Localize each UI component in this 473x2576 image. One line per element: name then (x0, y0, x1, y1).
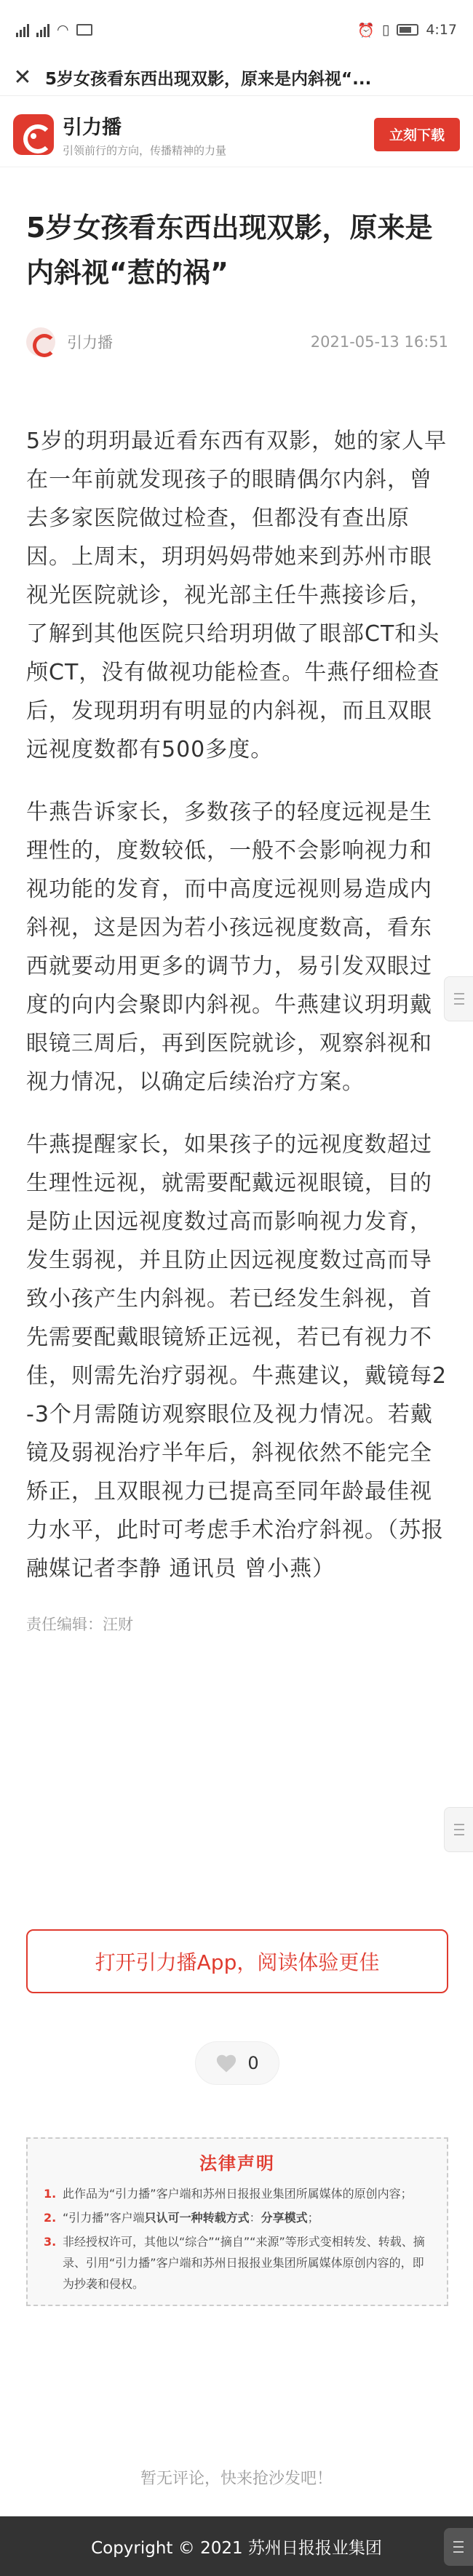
status-time: 4:17 (426, 22, 457, 38)
legal-item (44, 2183, 431, 2204)
legal-text-part: ； (307, 2211, 319, 2225)
signal-icon (16, 23, 29, 37)
legal-item-text: 非经授权许可，其他以“综合”“摘自”“来源”等形式变相转发、转载、摘录、引用“引力播”客户端和苏州日报报业集团所属媒体原创内容的，即为抄袭和侵权。 (63, 2235, 425, 2291)
app-logo-icon (13, 114, 54, 155)
legal-text-part: “引力播”客户端 (63, 2211, 145, 2225)
author-name: 引力播 (67, 334, 113, 351)
author-avatar (26, 327, 55, 356)
no-comments-text: 暂无评论，快来抢沙发吧！ (140, 2470, 333, 2488)
footer (0, 2516, 473, 2576)
open-app-button[interactable]: 打开引力播App，阅读体验更佳 (26, 1929, 448, 1993)
nav-bar (0, 60, 473, 96)
paragraph: 5岁的玥玥最近看东西有双影，她的家人早在一年前就发现孩子的眼睛偶尔内斜，曾去多家医院做过检查，但都没有查出原因。上周末，玥玥妈妈带她来到苏州市眼视光医院就诊，视光部主任牛燕接诊后，了解到其他医院只给玥玥做了眼部CT和头颅CT，没有做视功能检查。牛燕仔细检查后，发现玥玥有明显的内斜视，而且双眼远视度数都有500多度。 (26, 428, 448, 762)
app-download-banner (0, 102, 473, 167)
article-meta (26, 326, 448, 358)
notification-icon (76, 24, 92, 36)
legal-item-text: 此作品为“引力播”客户端和苏州日报报业集团所属媒体的原创内容； (63, 2187, 413, 2201)
legal-notice (26, 2137, 448, 2306)
alarm-icon: ⏰ (357, 22, 375, 39)
like-button[interactable] (195, 2041, 279, 2085)
brand-block (63, 111, 226, 158)
like-count: 0 (247, 2053, 259, 2073)
article-body (26, 422, 448, 1588)
brand-name: 引力播 (63, 116, 122, 139)
legal-item-number: 3. (44, 2235, 57, 2249)
nav-title: 5岁女孩看东西出现双影，原来是内斜视“... (45, 70, 372, 89)
side-menu-icon-2[interactable] (444, 1807, 473, 1852)
copyright-text: Copyright © 2021 苏州日报报业集团 (91, 2538, 382, 2558)
signal-icon-2 (36, 23, 49, 37)
paragraph: 牛燕提醒家长，如果孩子的远视度数超过生理性远视，就需要配戴远视眼镜，目的是防止因远视度数过高而影响视力发育，发生弱视，并且防止因远视度数过高而导致小孩产生内斜视。若已经发生斜视，首先需要配戴眼镜矫正远视，若已有视力不佳，则需先治疗弱视。牛燕建议，戴镜每2-3个月需随访观察眼位及视力情况。若戴镜及弱视治疗半年后，斜视依然不能完全矫正，且双眼视力已提高至同年龄最佳视力水平，此时可考虑手术治疗斜视。（苏报融媒记者李静 通讯员 曾小燕） (26, 1132, 448, 1582)
legal-item-text (63, 2207, 319, 2228)
article (26, 205, 448, 1635)
vibrate-icon: ▯ (381, 22, 390, 38)
status-right (357, 22, 457, 39)
status-bar (0, 0, 473, 60)
footer-menu-icon[interactable] (444, 2528, 473, 2566)
editor-credit: 责任编辑：汪财 (26, 1616, 133, 1633)
legal-item-number: 2. (44, 2211, 57, 2225)
legal-item-number: 1. (44, 2187, 57, 2201)
legal-item (44, 2207, 431, 2228)
legal-title: 法律声明 (199, 2153, 275, 2174)
publish-time: 2021-05-13 16:51 (310, 333, 448, 351)
legal-text-bold: 分享模式 (261, 2211, 308, 2225)
battery-icon (397, 24, 418, 36)
status-left (16, 22, 92, 38)
paragraph: 牛燕告诉家长，多数孩子的轻度远视是生理性的，度数较低，一般不会影响视力和视功能的发育，而中高度远视则易造成内斜视，这是因为若小孩远视度数高，看东西就要动用更多的调节力，易引发双眼过度的向内会聚即内斜视。牛燕建议玥玥戴眼镜三周后，再到医院就诊，观察斜视和视力情况，以确定后续治疗方案。 (26, 799, 432, 1095)
brand-slogan: 引领前行的方向，传播精神的力量 (63, 143, 227, 157)
side-menu-icon[interactable] (444, 976, 473, 1021)
download-button[interactable]: 立刻下载 (374, 118, 460, 151)
legal-item (44, 2231, 431, 2294)
heart-icon (215, 2053, 237, 2073)
legal-text-bold: 只认可一种转载方式 (144, 2211, 250, 2225)
article-title: 5岁女孩看东西出现双影，原来是内斜视“惹的祸” (26, 212, 433, 289)
legal-text-part: ： (249, 2211, 261, 2225)
wifi-icon: ◠ (57, 22, 69, 38)
close-icon[interactable]: ✕ (13, 64, 32, 90)
